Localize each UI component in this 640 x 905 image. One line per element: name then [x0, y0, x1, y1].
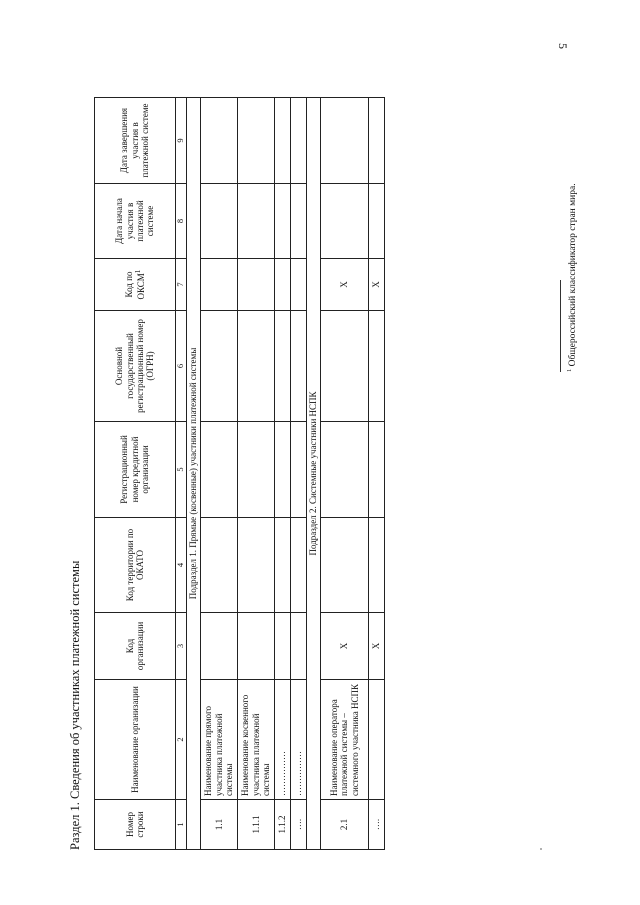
column-header: Код организации: [95, 613, 176, 680]
column-number: 4: [176, 518, 187, 613]
column-header: Дата начала участия в платежной системе: [95, 184, 176, 259]
subsection-2-row: [307, 98, 321, 850]
table-row: [275, 98, 291, 850]
column-header: Номер строки: [95, 800, 176, 850]
column-number: 6: [176, 311, 187, 422]
column-number: 8: [176, 184, 187, 259]
table-row: [201, 98, 238, 850]
organization-code-cross: X: [369, 613, 385, 680]
row-number: 2.1: [321, 800, 369, 850]
page-number: 5: [556, 43, 570, 49]
subsection-2-title: Подраздел 2. Системные участники НСПК: [307, 98, 321, 850]
organization-name: [369, 680, 385, 800]
column-header: Наименование организации: [95, 680, 176, 800]
participants-table: [94, 97, 385, 850]
header-row: [95, 98, 176, 850]
scan-speck: [540, 848, 542, 850]
footnote-text: Общероссийский классификатор стран мира.: [568, 183, 579, 367]
oksm-code-cross: X: [321, 259, 369, 311]
column-number: 9: [176, 98, 187, 184]
oksm-code-cross: X: [369, 259, 385, 311]
column-number: 5: [176, 422, 187, 518]
column-number-row: [176, 98, 187, 850]
column-number: 1: [176, 800, 187, 850]
footnote: [566, 183, 578, 372]
table-row: [238, 98, 275, 850]
column-header: Регистрационный номер кредитной организации: [95, 422, 176, 518]
row-number: ….: [291, 800, 307, 850]
row-number: 1.1.2: [275, 800, 291, 850]
organization-name: Наименование прямого участника платежной системы: [201, 680, 238, 800]
organization-name: Наименование косвенного участника платежной системы: [238, 680, 275, 800]
organization-name: ……………: [275, 680, 291, 800]
organization-code-cross: X: [321, 613, 369, 680]
column-header: Код территории по ОКАТО: [95, 518, 176, 613]
footnote-mark: 1: [566, 368, 573, 372]
column-header-oksm: [95, 259, 176, 311]
table-row: [369, 98, 385, 850]
row-number: ….: [369, 800, 385, 850]
column-header: Дата завершения участия в платежной системе: [95, 98, 176, 184]
column-number: 7: [176, 259, 187, 311]
organization-name: ……………: [291, 680, 307, 800]
subsection-1-title: Подраздел 1. Прямые (косвенные) участники платежной системы: [187, 98, 201, 850]
rotated-page-content: [60, 70, 620, 850]
footnote-mark: 1: [133, 269, 142, 274]
row-number: 1.1.1: [238, 800, 275, 850]
row-number: 1.1: [201, 800, 238, 850]
subsection-1-row: [187, 98, 201, 850]
column-number: 2: [176, 680, 187, 800]
footnote-divider: [560, 280, 561, 372]
column-header: Основной государственный регистрационный номер (ОГРН): [95, 311, 176, 422]
table-row: [321, 98, 369, 850]
column-number: 3: [176, 613, 187, 680]
column-header-text: Код по ОКСМ: [123, 271, 146, 300]
table-row: [291, 98, 307, 850]
section-title: Раздел 1. Сведения об участниках платежной системы: [68, 560, 82, 850]
organization-name: Наименование оператора платежной системы – системного участника НСПК: [321, 680, 369, 800]
